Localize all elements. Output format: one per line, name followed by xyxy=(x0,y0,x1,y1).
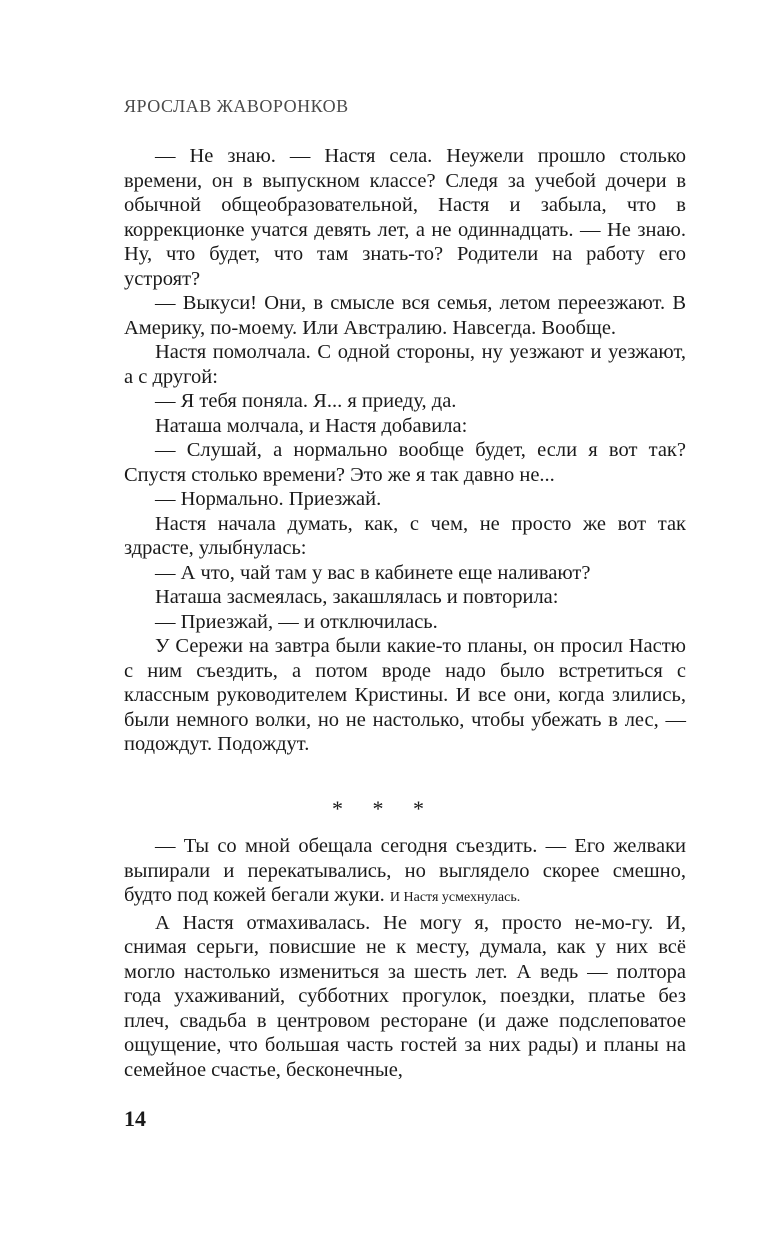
paragraph: Наташа молчала, и Настя добавила: xyxy=(155,414,468,437)
text-section-2 xyxy=(124,834,686,1082)
paragraph: — А что, чай там у вас в кабинете еще наливают? xyxy=(155,561,591,584)
small-text: И Настя усмехнулась. xyxy=(389,890,521,905)
page-number: 14 xyxy=(124,1106,146,1131)
paragraph: Настя помолчала. С одной стороны, ну уезжают и уезжают, а с другой: xyxy=(124,341,686,388)
paragraph: У Сережи на завтра были какие-то планы, он просил Настю с ним съездить, а потом вроде надо было встретиться с классным руководителем Кристины. И все они, когда злились, были немного волки, но не настолько, чтобы убежать в лес, — подождут. Подождут. xyxy=(124,635,686,755)
paragraph: — Не знаю. — Настя села. Неужели прошло столько времени, он в выпускном классе? Следя за учебой дочери в обычной общеобразовательной, Настя и забыла, что в коррекционке учатся девять лет, а не одиннадцать. — Не знаю. Ну, что будет, что там знать-то? Родители на работу его устроят? xyxy=(124,145,686,290)
paragraph: Наташа засмеялась, закашлялась и повторила: xyxy=(155,586,559,608)
running-head: ЯРОСЛАВ ЖАВОРОНКОВ xyxy=(124,96,349,116)
paragraph: — Нормально. Приезжай. xyxy=(155,488,382,510)
text-section-1 xyxy=(124,144,686,757)
paragraph: — Я тебя поняла. Я... я приеду, да. xyxy=(155,390,457,412)
paragraph: — Выкуси! Они, в смысле вся семья, летом переезжают. В Америку, по-моему. Или Австралию. Навсегда. Вообще. xyxy=(124,292,686,339)
paragraph xyxy=(124,834,686,911)
paragraph: Настя начала думать, как, с чем, не просто же вот так здрасте, улыбнулась: xyxy=(124,512,686,559)
section-separator: * * * xyxy=(332,796,436,821)
paragraph-text: — Ты со мной обещала сегодня съездить. — Его желваки выпирали и перекатывались, но выглядело скорее смешно, будто под кожей бегали жуки. xyxy=(124,835,686,906)
paragraph: — Приезжай, — и отключилась. xyxy=(155,610,438,633)
paragraph: А Настя отмахивалась. Не могу я, просто не-мо-гу. И, снимая серьги, повисшие не к месту, думала, как у них всё могло настолько измениться за шесть лет. А ведь — полтора года ухаживаний, субботних прогулок, поездки, платье без плеч, свадьба в центровом ресторане (и даже подслеповатое ощущение, что большая часть гостей за них рады) и планы на семейное счастье, бесконечные, xyxy=(124,911,686,1081)
paragraph: — Слушай, а нормально вообще будет, если я вот так? Спустя столько времени? Это же я так давно не... xyxy=(124,439,686,486)
